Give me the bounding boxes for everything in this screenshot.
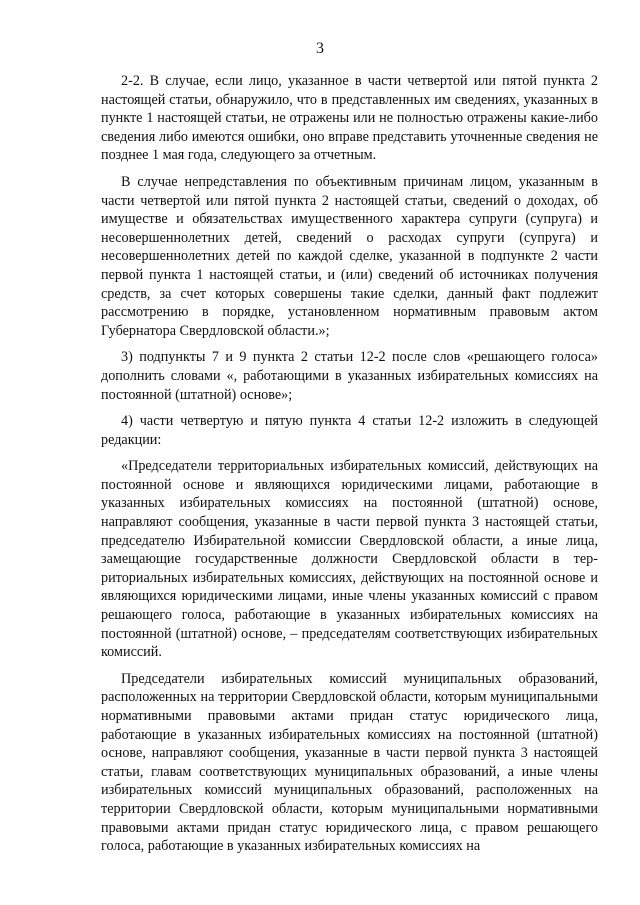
page-number: 3 [316,40,324,57]
paragraph-territorial-commissions-chairs: «Председатели территориальных избирательных комиссий, действующих на постоянной основе и являющихся юридическими лицами, работающие в указанных избирательных комиссиях на постоянной (штатной) основе, направляют сообщения, указанные в части первой пункта 3 настоящей статьи, председателю Избирательной комиссии Свердловской области, а иные лица, замещающие государственные должности Свердловской области в территориальных избирательных комиссиях, действующих на постоянной основе и являющихся юридическими лицами, иные члены указанных комиссий с правом решающего голоса, работающие в указанных избирательных комиссиях на постоянной (штатной) основе, – председателям соответствующих избирательных комиссий. [101,458,598,661]
paragraph-municipal-commissions-chairs: Председатели избирательных комиссий муниципальных образований, расположенных на территории Свердловской области, которым муниципальными нормативными правовыми актами придан статус юридического лица, работающие в указанных избирательных комиссиях на постоянной (штатной) основе, направляют сообщения, указанные в части первой пункта 3 настоящей статьи, главам соответствующих муниципальных образований, а иные члены избирательных комиссий муниципальных образований, расположенных на территории Свердловской области, которым муниципальными нормативными правовыми актами придан статус юридического лица, с правом решающего голоса, работающие в указанных избирательных комиссиях на [101,670,598,855]
paragraph-2-2-clarified-information: 2-2. В случае, если лицо, указанное в части четвертой или пятой пункта 2 настоящей статьи, обнаружило, что в представленных им сведениях, указанных в пункте 1 настоящей статьи, не отражены или не полностью отражены какие-либо сведения либо имеются ошибки, оно вправе представить уточненные сведения не позднее 1 мая года, следующего за отчетным. [101,73,598,164]
paragraph-nonsubmission-spouse-information: В случае непредставления по объективным причинам лицом, указанным в части четвертой или пятой пункта 2 настоящей статьи, сведений о доходах, об имуществе и обязательствах имущественного характера супруги (супруга) и несовершеннолетних детей, сведений о расходах супруги (супруга) и несовершеннолетних детей по каждой сделке, указанной в подпункте 2 части первой пункта 1 настоящей статьи, и (или) сведений об источниках получения средств, за счет которых совершены такие сделки, данный факт подлежит рассмотрению в порядке, установленном нормативным правовым актом Губернатора Свердловской области.»; [101,173,598,339]
document-body [101,72,598,864]
paragraph-amendment-4: 4) части четвертую и пятую пункта 4 статьи 12-2 изложить в следующей редакции: [101,413,598,448]
paragraph-amendment-3: 3) подпункты 7 и 9 пункта 2 статьи 12-2 после слов «решающего голоса» дополнить словами «, работающими в указанных избирательных комиссиях на постоянной (штатной) основе»; [101,349,598,403]
